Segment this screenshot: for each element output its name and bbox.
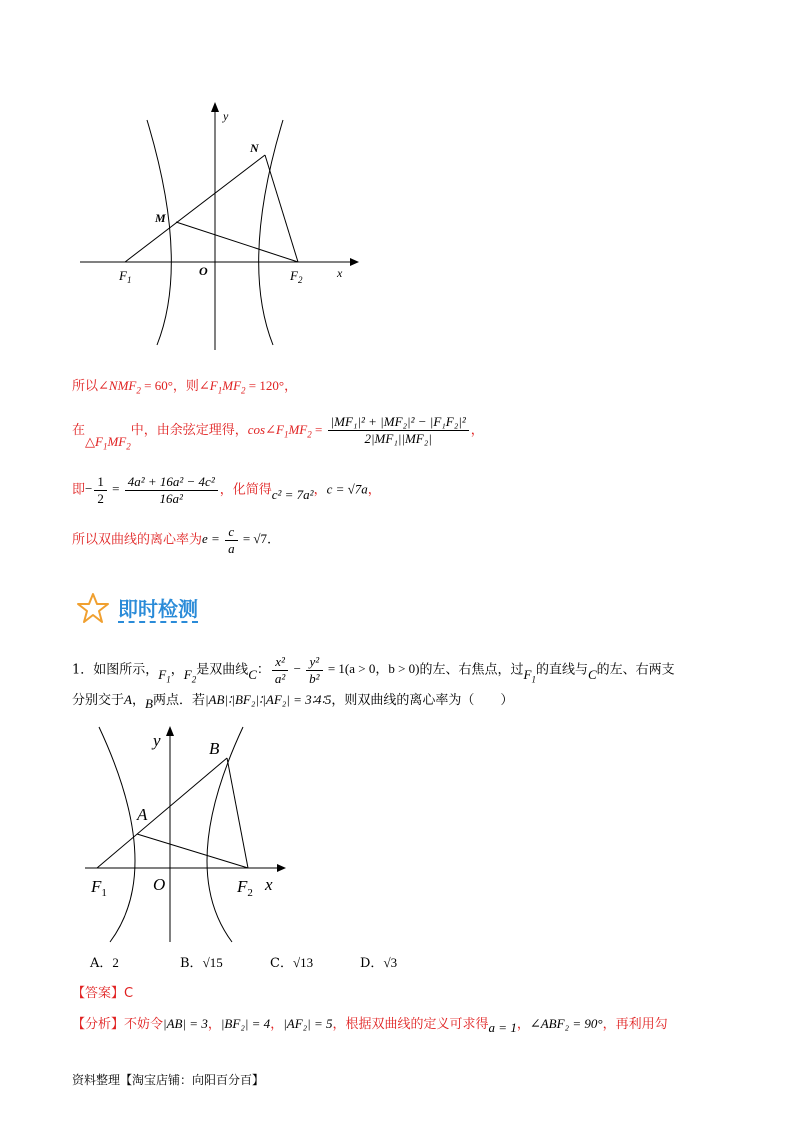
hyperbola-left-branch [99, 727, 135, 942]
x-axis-arrow [277, 864, 286, 872]
label-F1: $F_1$ [91, 877, 107, 899]
label-F2: $F_2$ [290, 268, 303, 285]
footer-text: 资料整理【淘宝店铺：向阳百分百】 [72, 1073, 265, 1087]
line-M-F2 [176, 222, 298, 262]
x-axis-arrow [350, 258, 359, 266]
label-F2: $F_2$ [237, 877, 253, 899]
hyperbola-figure-1 [75, 100, 365, 360]
label-x: x [265, 875, 273, 894]
answer-choices [90, 952, 450, 971]
label-M: M [155, 211, 166, 225]
choice-d[interactable]: D．√3 [360, 955, 398, 971]
star-icon [76, 592, 110, 624]
y-axis-arrow [211, 102, 219, 112]
line-A-F2 [137, 834, 248, 868]
cosine-fraction: $\frac{\text{|MF₁|² + |MF₂|² − |F₁F₂|²}}{\text{2|MF₁||MF₂|}}$ [328, 414, 469, 447]
solution-line-3: 即− $\frac{1}{2}$ = $\frac{\text{4a² + 16a² − 4c²}}{\text{16a²}}$ ，化简得c² = 7a²，c = √7a， [72, 474, 381, 506]
label-O: O [153, 875, 166, 894]
line-N-F2 [265, 155, 298, 262]
hyperbola-right-branch [259, 120, 283, 345]
solution-line-4: 所以双曲线的离心率为e = $\frac{c}{a}$ = √7. [72, 524, 272, 556]
label-y: y [153, 731, 161, 750]
section-title: 即时检测 [118, 597, 198, 621]
choice-b[interactable]: B．√15 [180, 955, 223, 971]
label-A: A [137, 805, 148, 824]
label-B: B [209, 739, 220, 758]
hyperbola-figure-2 [85, 722, 295, 947]
y-axis-arrow [166, 726, 174, 736]
section-underline [118, 621, 198, 623]
solution-line-2: 在$\triangle F_1MF_2$中，由余弦定理得，$\cos\angle F_1MF_2$ = $\frac{\text{|MF₁|² + |MF₂|² − |F₁F₂|²}}{\text{2|MF₁||MF₂|}}$ ， [72, 414, 484, 452]
choice-a[interactable]: A．2 [90, 955, 119, 971]
choice-c[interactable]: C．√13 [270, 955, 314, 971]
answer-line: 【答案】C [72, 986, 134, 1001]
question-line-2: 分别交于A，B两点．若|AB|∶|BF₂|∶|AF₂| = 3∶4∶5，则双曲线的离心率为（ ） [72, 692, 514, 711]
label-O: O [199, 264, 208, 278]
line-B-F2 [227, 758, 248, 868]
label-F1: $F_1$ [119, 268, 132, 285]
label-N: N [250, 141, 259, 155]
label-y: y [223, 109, 229, 123]
hyperbola-left-branch [147, 120, 171, 345]
question-line-1: 1．如图所示，$F_1$，$F_2$是双曲线C： $\frac{\text{x²}}{\text{a²}}$ − $\frac{\text{y²}}{\text{b²}}$ = 1(a > 0，b > 0)的左、右焦点，过$F_1$的直线与C的左、右两支 [72, 654, 675, 686]
solution-line-1: 所以$\angle NMF_2 = 60^\circ$，则$\angle F_1MF_2 = 120^\circ$， [72, 378, 298, 396]
line-F1-N [125, 155, 265, 262]
analysis-line: 【分析】不妨令|AB| = 3，|BF₂| = 4，|AF₂| = 5，根据双曲线的定义可求得a = 1，∠ABF₂ = 90°，再利用勾 [72, 1016, 668, 1035]
label-x: x [337, 266, 343, 280]
